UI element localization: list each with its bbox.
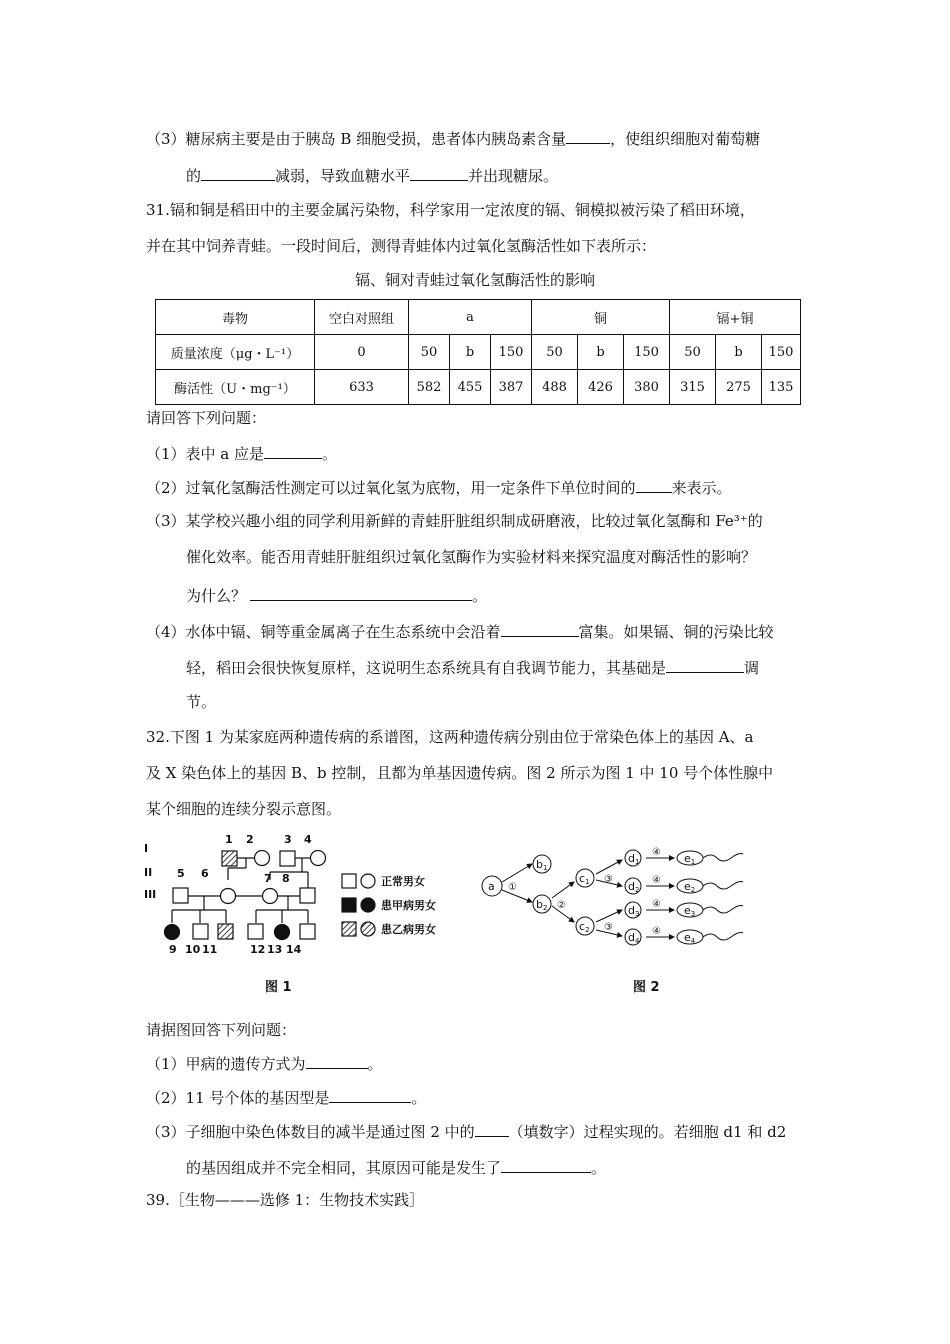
sperm-tail <box>703 933 743 941</box>
individual-12 <box>248 924 263 939</box>
table-cell: 315 <box>670 370 716 405</box>
q31-sub-3-line-1: （3）某学校兴趣小组的同学利用新鲜的青蛙肝脏组织制成研磨液，比较过氧化氢酶和 Fe³⁺的 <box>146 512 763 530</box>
q31-sub-3-line-2: 催化效率。能否用青蛙肝脏组织过氧化氢酶作为实验材料来探究温度对酶活性的影响？ <box>186 548 757 566</box>
individual-10 <box>193 924 208 939</box>
individual-number: 9 <box>169 943 177 956</box>
sperm-tail <box>703 906 743 914</box>
individual-7 <box>263 889 278 904</box>
q32-text: 。 <box>367 1055 383 1073</box>
legend-a-female <box>361 898 375 912</box>
q32-text: 。 <box>591 1159 607 1177</box>
table-cell: 275 <box>716 370 762 405</box>
q30-text: （3）糖尿病主要是由于胰岛 B 细胞受损，患者体内胰岛素含量 <box>146 130 567 148</box>
q32-stem-2: 及 X 染色体上的基因 B、b 控制，且都为单基因遗传病。图 2 所示为图 1 中 10 号个体性腺中 <box>146 764 774 782</box>
cell-subscript: 4 <box>634 937 640 945</box>
individual-13 <box>275 925 290 940</box>
step-number: ② <box>557 900 566 911</box>
step-number: ③ <box>604 874 613 885</box>
q31-sub-2 <box>146 476 732 498</box>
q31-text: （4）水体中镉、铜等重金属离子在生态系统中会沿着 <box>146 623 501 641</box>
q31-blank-1[interactable] <box>264 442 322 459</box>
q32-blank-4[interactable] <box>501 1156 591 1173</box>
table-cell: b <box>716 335 762 370</box>
cell-subscript: 1 <box>542 864 548 872</box>
q31-text: （1）表中 a 应是 <box>146 445 265 463</box>
table-cell: b <box>578 335 624 370</box>
cell-letter: d <box>628 852 635 865</box>
q30-text: ，使组织细胞对葡萄糖 <box>610 130 761 148</box>
individual-number: 13 <box>267 943 283 956</box>
table-cell: 50 <box>532 335 578 370</box>
legend-normal-female <box>361 874 375 888</box>
q32-text: （填数字）过程实现的。若细胞 d1 和 d2 <box>508 1123 787 1141</box>
generation-label: I <box>144 842 149 855</box>
q30-line-2 <box>186 164 558 186</box>
q31-text: 富集。如果镉、铜的污染比较 <box>578 623 774 641</box>
generation-label: III <box>144 888 157 901</box>
individual-8 <box>300 888 315 903</box>
q30-blank-3[interactable] <box>410 164 468 181</box>
q32-text: 。 <box>411 1089 427 1107</box>
q31-text: 。 <box>472 587 488 605</box>
cell-subscript: 1 <box>634 858 640 866</box>
row-label-concentration: 质量浓度（μg・L⁻¹） <box>156 335 315 370</box>
q32-text: （3）子细胞中染色体数目的减半是通过图 2 中的 <box>146 1123 475 1141</box>
individual-number: 1 <box>225 833 233 846</box>
legend-b-male <box>342 922 356 936</box>
step-number: ④ <box>652 847 661 858</box>
table-cell: 150 <box>762 335 801 370</box>
row-label-activity: 酶活性（U・mg⁻¹） <box>156 370 315 405</box>
individual-1 <box>222 851 237 866</box>
table-cell: 455 <box>450 370 491 405</box>
table-cell: 380 <box>624 370 670 405</box>
q30-blank-1[interactable] <box>566 127 610 144</box>
table-row <box>156 370 801 405</box>
cell-letter: e <box>684 931 691 944</box>
step-number: ③ <box>604 922 613 933</box>
q32-sub-1 <box>146 1052 383 1074</box>
generation-label: II <box>144 866 153 879</box>
individual-number: 3 <box>284 833 292 846</box>
header-cadmium-copper: 镉+铜 <box>670 300 801 335</box>
q39-title: 39.［生物———选修 1：生物技术实践］ <box>146 1191 425 1209</box>
q31-sub-4-line-2 <box>186 656 759 678</box>
q31-sub-1 <box>146 442 337 464</box>
cell-letter: b <box>536 858 543 871</box>
q31-text: 来表示。 <box>671 479 732 497</box>
individual-number: 2 <box>246 833 254 846</box>
cell-letter: c <box>579 920 586 933</box>
q31-text: 调 <box>744 659 760 677</box>
q31-text: 。 <box>322 445 338 463</box>
cell-subscript: 2 <box>690 886 696 894</box>
cell-letter: e <box>684 880 691 893</box>
individual-14 <box>300 924 315 939</box>
cell-letter: b <box>536 898 543 911</box>
individual-number: 6 <box>201 867 209 880</box>
cell-letter: c <box>579 872 586 885</box>
table-cell: 150 <box>624 335 670 370</box>
sperm-tail <box>703 882 743 890</box>
cell-subscript: 2 <box>585 926 590 934</box>
q32-sub-2 <box>146 1086 426 1108</box>
q31-blank-5[interactable] <box>666 656 744 673</box>
table-cell: 582 <box>409 370 450 405</box>
individual-number: 11 <box>202 943 218 956</box>
q32-stem-1: 32.下图 1 为某家庭两种遗传病的系谱图，这两种遗传病分别由位于常染色体上的基因 A、a <box>146 728 754 746</box>
q32-ask: 请据图回答下列问题： <box>146 1021 297 1039</box>
table-cell: b <box>450 335 491 370</box>
q30-text: 的 <box>186 167 202 185</box>
q31-blank-3[interactable] <box>250 584 472 601</box>
q31-stem-1: 31.镉和铜是稻田中的主要金属污染物，科学家用一定浓度的镉、铜模拟被污染了稻田环境， <box>146 201 755 219</box>
q32-text: 的基因组成并不完全相同，其原因可能是发生了 <box>186 1159 502 1177</box>
table-cell: 0 <box>315 335 409 370</box>
table-cell: 150 <box>491 335 532 370</box>
cell-division-figure <box>478 846 748 954</box>
header-copper: 铜 <box>532 300 670 335</box>
table-row <box>156 300 801 335</box>
q31-sub-4-line-1 <box>146 620 774 642</box>
individual-4 <box>311 851 326 866</box>
individual-11 <box>218 924 233 939</box>
cell-letter: d <box>628 880 635 893</box>
q32-blank-1[interactable] <box>306 1052 368 1069</box>
individual-number: 14 <box>286 943 302 956</box>
header-blank-control: 空白对照组 <box>315 300 409 335</box>
q31-text: （2）过氧化氢酶活性测定可以过氧化氢为底物，用一定条件下单位时间的 <box>146 479 636 497</box>
pedigree-figure <box>140 826 470 961</box>
individual-6 <box>221 889 236 904</box>
step-number: ④ <box>652 926 661 937</box>
individual-number: 8 <box>282 872 290 885</box>
table-cell: 50 <box>409 335 450 370</box>
table-cell: 387 <box>491 370 532 405</box>
header-toxin: 毒物 <box>156 300 315 335</box>
step-number: ④ <box>652 899 661 910</box>
q32-blank-2[interactable] <box>329 1086 411 1103</box>
cell-subscript: 1 <box>585 878 590 886</box>
table-cell: 488 <box>532 370 578 405</box>
step-number: ① <box>508 882 517 893</box>
cell-letter: e <box>684 852 691 865</box>
table-cell: 633 <box>315 370 409 405</box>
q30-text: 并出现糖尿。 <box>468 167 559 185</box>
individual-number: 4 <box>304 833 312 846</box>
individual-3 <box>280 851 295 866</box>
q32-text: （1）甲病的遗传方式为 <box>146 1055 306 1073</box>
individual-9 <box>165 925 180 940</box>
cell-subscript: 3 <box>690 910 696 918</box>
cell-letter: d <box>628 931 635 944</box>
step-number: ④ <box>652 875 661 886</box>
cell-subscript: 1 <box>690 858 696 866</box>
individual-5 <box>173 888 188 903</box>
q31-sub-3-line-3 <box>186 584 487 606</box>
legend-b-female <box>361 922 375 936</box>
sperm-tail <box>703 854 743 862</box>
cell-subscript: 2 <box>542 904 548 912</box>
legend-a-male <box>342 898 356 912</box>
q31-blank-4[interactable] <box>501 620 579 637</box>
q32-sub-3-line-1 <box>146 1120 786 1142</box>
q31-sub-4-line-3: 节。 <box>186 693 217 711</box>
table-cell: 50 <box>670 335 716 370</box>
figure-2-caption: 图 2 <box>633 980 660 995</box>
header-a: a <box>409 300 532 335</box>
cell-letter: e <box>684 904 691 917</box>
q31-ask: 请回答下列问题： <box>146 409 267 427</box>
q31-text: 为什么？ <box>186 587 247 605</box>
cell-subscript: 4 <box>690 937 696 945</box>
legend-normal-male <box>342 874 356 888</box>
cell-letter: a <box>488 880 495 893</box>
q31-text: 轻，稻田会很快恢复原样，这说明生态系统具有自我调节能力，其基础是 <box>186 659 667 677</box>
individual-number: 10 <box>185 943 201 956</box>
cell-letter: d <box>628 904 635 917</box>
individual-number: 7 <box>264 872 272 885</box>
individual-number: 5 <box>177 867 185 880</box>
table-cell: 135 <box>762 370 801 405</box>
q32-blank-3[interactable] <box>475 1120 509 1137</box>
legend-label: 患甲病男女 <box>381 899 436 912</box>
q32-text: （2）11 号个体的基因型是 <box>146 1089 330 1107</box>
cell-subscript: 2 <box>634 886 640 894</box>
q30-blank-2[interactable] <box>201 164 275 181</box>
q30-line-1 <box>146 127 760 149</box>
table-row <box>156 335 801 370</box>
legend-label: 正常男女 <box>381 875 425 888</box>
figure-1-caption: 图 1 <box>265 980 292 995</box>
q31-stem-2: 并在其中饲养青蛙。一段时间后，测得青蛙体内过氧化氢酶活性如下表所示： <box>146 237 657 255</box>
legend-label: 患乙病男女 <box>381 923 436 936</box>
q32-sub-3-line-2 <box>186 1156 606 1178</box>
q30-text: 减弱，导致血糖水平 <box>275 167 411 185</box>
table-title: 镉、铜对青蛙过氧化氢酶活性的影响 <box>354 271 595 289</box>
individual-2 <box>255 851 270 866</box>
cell-subscript: 3 <box>634 910 640 918</box>
table-cell: 426 <box>578 370 624 405</box>
q32-stem-3: 某个细胞的连续分裂示意图。 <box>146 800 342 818</box>
individual-number: 12 <box>250 943 266 956</box>
enzyme-activity-table <box>155 299 801 405</box>
q31-blank-2[interactable] <box>636 476 672 493</box>
